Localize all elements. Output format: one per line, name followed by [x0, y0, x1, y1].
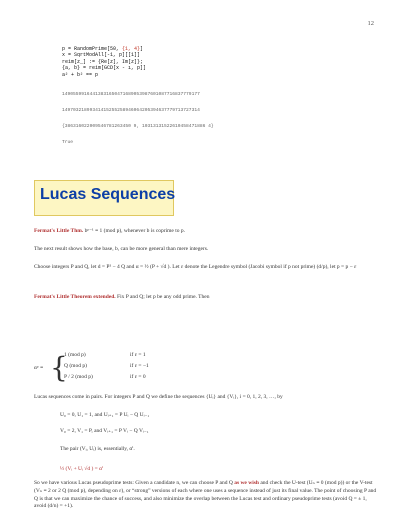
- code-input-block: [62, 46, 146, 78]
- output-line-3: {386316022009546781263450 9, 10313131522610458471886 4}: [62, 124, 214, 129]
- extended-label: Fermat's Little Theorem extended.: [34, 294, 116, 300]
- pseudoprime-text: So we have various Lucas pseudoprime tests: Given a candidate n, we can choose P and Q: [34, 480, 235, 486]
- code-line: a² + b² == p: [62, 71, 99, 78]
- fermat-label: Fermat's Little Thm.: [34, 228, 84, 234]
- fermat-statement: [34, 228, 379, 236]
- page-number: 12: [367, 20, 374, 27]
- case-condition: if ε = −1: [130, 363, 149, 369]
- section-title: Lucas Sequences: [40, 186, 176, 203]
- code-line: reim[z_] := {Re[z], Im[z]};: [62, 58, 144, 65]
- extended-statement: [34, 294, 379, 302]
- extended-text: Fix P and Q; let p be any odd prime. Then: [117, 294, 210, 300]
- code-highlight: {1, 4}: [122, 46, 141, 52]
- choose-integers-text: Choose integers P and Q, let d = P² − 4 Q and α = ½ (P + √d ). Let ε denote the Legendre symbol (Jacobi symbol if p not prime) (d/p), let p = p − ε: [34, 264, 357, 270]
- pair-statement: The pair (Vᵢ, Uᵢ) is, essentially, αⁱ.: [60, 446, 135, 452]
- case-condition: if ε = 0: [130, 374, 146, 380]
- code-line: x = SqrtModAll[-1, p][[1]]: [62, 52, 141, 59]
- v-sequence-equation: V₀ = 2, V₁ = P, and Vᵢ₊₁ = P Vᵢ − Q Vᵢ₋₁: [60, 428, 149, 434]
- half-sum-equation: ½ (Vᵢ + Uᵢ √d ) = αⁱ: [60, 466, 104, 472]
- cases-lhs: αᵖ ≡: [34, 365, 44, 371]
- code-line: {a, b} = reim[GCD[x - ı, p]]: [62, 65, 147, 72]
- fermat-text: bᵖ⁻¹ ≡ 1 (mod p), whenever b is coprime to p.: [84, 228, 186, 234]
- pseudoprime-text: and check the U-test (Uₙ ≡ 0 (mod p)) or the V-test (Vₙ ≡ 2 or 2 Q (mod p), depending on ε), or “strong” versions of each where one uses a sequence instead of just its final value. The point of choosing P and Q is that we can maximize the chance of success, and also minimize the overlap between the Lucas test and ordinary pseudoprime tests (avoid Q = ± 1, avoid (d/n) = +1).: [34, 480, 377, 510]
- case-condition: if ε = 1: [130, 352, 146, 358]
- cases-brace: {: [50, 351, 68, 384]
- case-value: Q (mod p): [64, 363, 87, 369]
- u-sequence-equation: U₀ = 0, U₁ = 1, and Uᵢ₊₁ = P Uᵢ − Q Uᵢ₋₁: [60, 412, 150, 418]
- pseudoprime-tests-text: [34, 480, 379, 511]
- output-line-2: 14970321899341415255258946064205394637779713727314: [62, 108, 200, 113]
- next-result-text: The next result shows how the base, b, can be more general than mere integers.: [34, 246, 209, 252]
- case-value: P / 2 (mod p): [64, 374, 93, 380]
- code-text: ]: [140, 46, 144, 52]
- code-text: p = RandomPrime[50,: [62, 46, 123, 52]
- emphasis-text: as we wish: [234, 480, 259, 486]
- lucas-definition: Lucas sequences come in pairs. For integers P and Q we define the sequences {Uᵢ} and {Vᵢ}, i = 0, 1, 2, 3, …, by: [34, 394, 283, 400]
- output-line-1: 14905599164413831650471689053987601087716837779177: [62, 92, 200, 97]
- case-value: 1 (mod p): [64, 352, 86, 358]
- output-line-4: True: [62, 140, 74, 145]
